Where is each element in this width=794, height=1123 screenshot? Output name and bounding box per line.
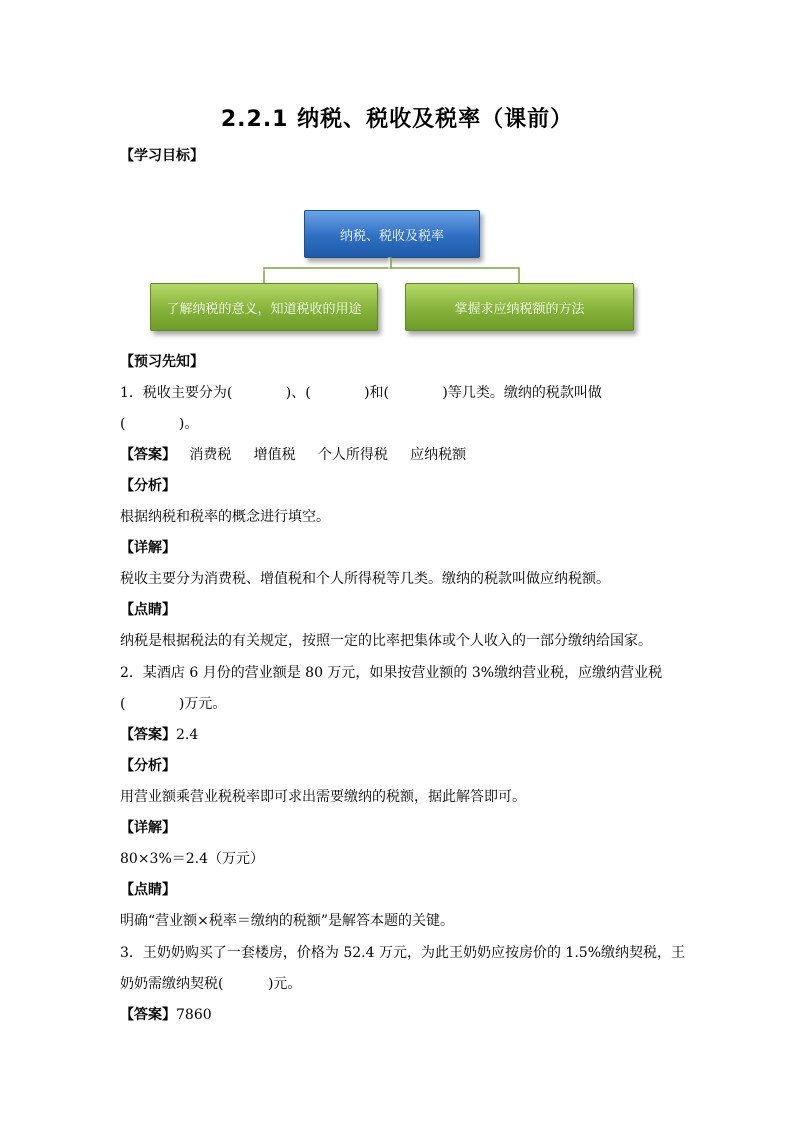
q2-detail-label: 【详解】 <box>120 820 176 836</box>
q3-line2: 奶奶需缴纳契税( )元。 <box>120 976 302 992</box>
q1-analysis-label: 【分析】 <box>120 478 176 494</box>
q1-line1: 1．税收主要分为( )、( )和( )等几类。缴纳的税款叫做 <box>120 385 602 401</box>
q2-analysis-label: 【分析】 <box>120 758 176 774</box>
q3-answer <box>120 1005 680 1025</box>
q2-tip: 明确“营业额×税率＝缴纳的税额”是解答本题的关键。 <box>120 913 455 929</box>
q1-answer <box>120 445 680 465</box>
q1-line2: ( )。 <box>120 416 199 432</box>
q1-tip-label: 【点睛】 <box>120 602 176 618</box>
answer-text: 7860 <box>176 1007 212 1023</box>
learning-goal-heading: 【学习目标】 <box>120 148 204 164</box>
page-title: 2.2.1 纳税、税收及税率（课前） <box>220 107 574 132</box>
q2-answer <box>120 725 680 745</box>
diagram-top-box: 纳税、税收及税率 <box>304 210 480 258</box>
q2-analysis: 用营业额乘营业税税率即可求出需要缴纳的税额，据此解答即可。 <box>120 789 526 805</box>
answer-text: 2.4 <box>176 727 199 743</box>
answer-text: 消费税 增值税 个人所得税 应纳税额 <box>176 447 467 463</box>
q3-line1: 3．王奶奶购买了一套楼房，价格为 52.4 万元，为此王奶奶应按房价的 1.5%缴纳契税，王 <box>120 945 685 961</box>
preview-heading: 【预习先知】 <box>120 354 204 370</box>
q2-line2: ( )万元。 <box>120 696 227 712</box>
q1-detail-label: 【详解】 <box>120 540 176 556</box>
q1-detail: 税收主要分为消费税、增值税和个人所得税等几类。缴纳的税款叫做应纳税额。 <box>120 571 610 587</box>
q2-line1: 2．某酒店 6 月份的营业额是 80 万元，如果按营业额的 3%缴纳营业税，应缴纳营业税 <box>120 665 663 681</box>
answer-label: 【答案】 <box>120 1007 176 1023</box>
answer-label: 【答案】 <box>120 447 176 463</box>
q2-detail: 80×3%＝2.4（万元） <box>120 851 265 867</box>
q1-analysis: 根据纳税和税率的概念进行填空。 <box>120 509 330 525</box>
diagram-left-box: 了解纳税的意义，知道税收的用途 <box>150 283 378 331</box>
q1-tip: 纳税是根据税法的有关规定，按照一定的比率把集体或个人收入的一部分缴纳给国家。 <box>120 633 652 649</box>
diagram-connectors <box>0 0 794 320</box>
diagram-right-box: 掌握求应纳税额的方法 <box>405 283 634 331</box>
q2-tip-label: 【点睛】 <box>120 882 176 898</box>
answer-label: 【答案】 <box>120 727 176 743</box>
